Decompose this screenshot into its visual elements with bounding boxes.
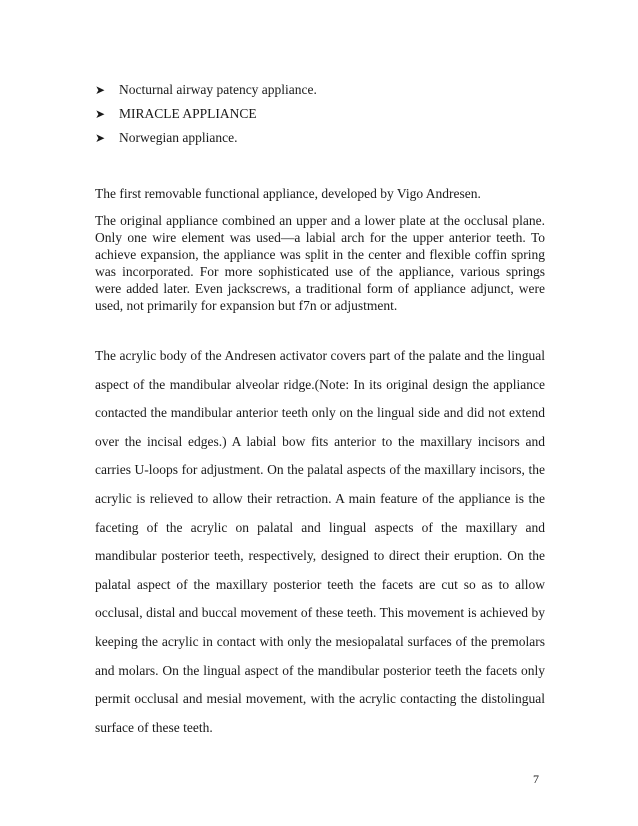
bullet-item — [95, 126, 317, 150]
bullet-item — [95, 102, 317, 126]
arrowhead-bullet-icon: ➤ — [95, 83, 106, 97]
intro-line: The first removable functional appliance, developed by Vigo Andresen. — [95, 186, 481, 201]
arrowhead-bullet-icon: ➤ — [95, 131, 106, 145]
appliance-bullet-list — [95, 78, 317, 150]
acrylic-body-paragraph: The acrylic body of the Andresen activator covers part of the palate and the lingual aspect of the mandibular alveolar ridge.(Note: In its original design the appliance contacted the mandibular anterior teeth only on the lingual side and did not extend over the incisal edges.) A labial bow fits anterior to the maxillary incisors and carries U-loops for adjustment. On the palatal aspects of the maxillary incisors, the acrylic is relieved to allow their retraction. A main feature of the appliance is the faceting of the acrylic on palatal and lingual aspects of the maxillary and mandibular posterior teeth, respectively, designed to direct their eruption. On the palatal aspect of the maxillary posterior teeth the facets are cut so as to allow occlusal, distal and buccal movement of these teeth. This movement is achieved by keeping the acrylic in contact with only the mesiopalatal surfaces of the premolars and molars. On the lingual aspect of the mandibular posterior teeth the facets only permit occlusal and mesial movement, with the acrylic contacting the distolingual surface of these teeth. — [95, 348, 545, 735]
page-number: 7 — [533, 772, 539, 786]
bullet-text: Norwegian appliance. — [119, 130, 238, 145]
bullet-item — [95, 78, 317, 102]
bullet-text: MIRACLE APPLIANCE — [119, 106, 257, 121]
original-appliance-paragraph: The original appliance combined an upper and a lower plate at the occlusal plane. Only one wire element was used—a labial arch for the upper anterior teeth. To achieve expansion, the appliance was split in the center and flexible coffin spring was incorporated. For more sophisticated use of the appliance, various springs were added later. Even jackscrews, a traditional form of appliance adjunct, were used, not primarily for expansion but f7n or adjustment. — [95, 213, 545, 313]
bullet-text: Nocturnal airway patency appliance. — [119, 82, 317, 97]
arrowhead-bullet-icon: ➤ — [95, 107, 106, 121]
